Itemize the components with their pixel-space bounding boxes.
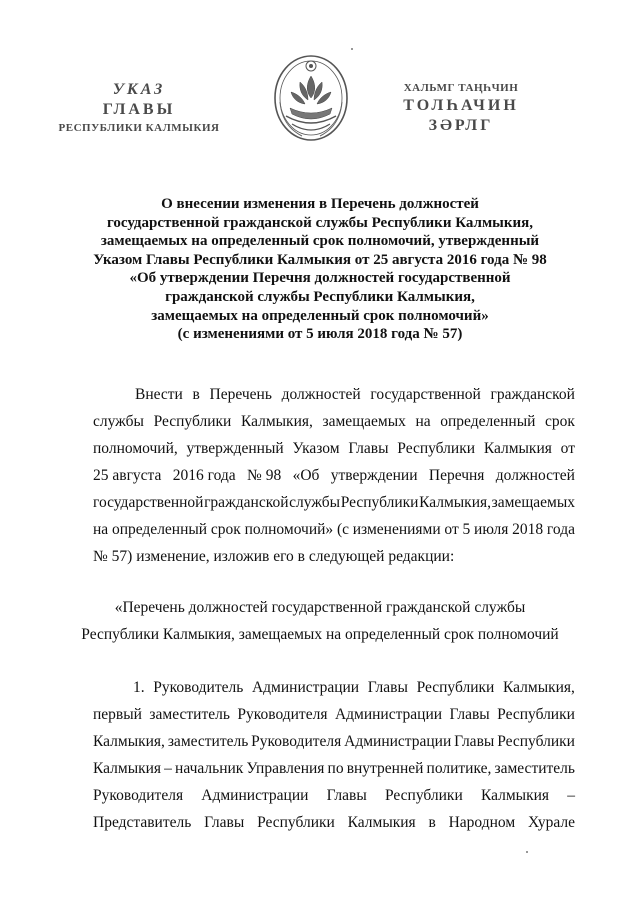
text-line: [93, 701, 575, 728]
title-line: О внесении изменения в Перечень должностей: [161, 196, 479, 212]
header-line: ГЛАВЫ: [102, 101, 176, 118]
text-line: [93, 408, 575, 435]
word: Республики: [257, 814, 335, 831]
title-line: Указом Главы Республики Калмыкия от 25 августа 2016 года № 98: [93, 251, 547, 268]
word: Администрации: [334, 706, 443, 723]
word: Калмыкия,: [503, 679, 575, 696]
word: Главы: [326, 787, 367, 804]
word: Администрации: [201, 787, 309, 804]
word: в: [192, 386, 200, 403]
word: Руководителя: [251, 733, 342, 750]
word: № 98: [247, 467, 282, 484]
word: полномочий,: [93, 440, 178, 457]
word: службы: [93, 413, 144, 430]
text-line: [93, 489, 575, 516]
word: 5: [462, 521, 471, 538]
word: гражданской: [204, 494, 289, 511]
header-line: ТОЛҺАЧИН: [403, 97, 519, 114]
text-line: [93, 782, 575, 809]
word: Перечня: [428, 467, 485, 484]
text-line: [93, 381, 575, 408]
word: определенный: [440, 413, 536, 430]
header-line: ЗӘРЛГ: [428, 117, 494, 134]
word: Народном: [448, 814, 516, 831]
word: начальник: [175, 760, 244, 777]
scan-speck: [526, 851, 528, 853]
word: Калмыкия: [93, 760, 162, 777]
list-item-1: [93, 674, 575, 836]
word: политике,: [426, 760, 492, 777]
word: Калмыкия: [480, 787, 550, 804]
word: гражданской: [490, 386, 575, 403]
word: срок: [210, 521, 241, 538]
header-line: РЕСПУБЛИКИ КАЛМЫКИЯ: [58, 122, 220, 134]
text-line: [93, 543, 575, 570]
text-line: [93, 728, 575, 755]
word: Главы: [204, 814, 245, 831]
decree-body-paragraph: [93, 381, 575, 570]
word: службы: [289, 494, 341, 511]
word: Республики: [416, 679, 495, 696]
word: –: [567, 787, 575, 804]
word: июля: [474, 521, 509, 538]
word: Республики: [397, 440, 476, 457]
word: Управления: [246, 760, 325, 777]
word: 1.: [133, 679, 145, 696]
text-line: [93, 674, 575, 701]
word: № 57) изменение, изложив его в следующей редакции:: [93, 548, 455, 565]
text-line: [93, 755, 575, 782]
word: Указом: [292, 440, 340, 457]
word: Представитель: [93, 814, 192, 831]
word: года: [546, 521, 575, 538]
header-line: ХАЛЬМГ ТАҢҺЧИН: [403, 82, 519, 94]
word: заместитель: [494, 760, 575, 777]
word: Хурале: [527, 814, 575, 831]
word: замещаемых: [322, 413, 406, 430]
text-line: [93, 516, 575, 543]
word: срок: [545, 413, 575, 430]
word: изменениями: [352, 521, 441, 538]
word: Перечень: [209, 386, 272, 403]
word: от: [444, 521, 459, 538]
word: Республики: [497, 706, 575, 723]
list-heading-line: «Перечень должностей государственной гражданской службы: [114, 599, 526, 616]
word: государственной: [93, 494, 204, 511]
word: определенный: [111, 521, 208, 538]
word: Калмыкия: [347, 814, 416, 831]
word: Калмыкия,: [240, 413, 313, 430]
decree-title: [60, 195, 580, 344]
title-line: «Об утверждении Перечня должностей государственной: [129, 270, 511, 287]
decree-header-kalmyk: [386, 80, 536, 136]
word: должностей: [495, 467, 575, 484]
word: на: [93, 521, 109, 538]
word: Главы: [449, 706, 490, 723]
word: Главы: [348, 440, 389, 457]
word: Главы: [454, 733, 495, 750]
word: Республики: [385, 787, 463, 804]
word: Руководителя: [93, 787, 184, 804]
title-line: замещаемых на определенный срок полномочий, утвержденный: [100, 233, 540, 250]
word: государственной: [370, 386, 481, 403]
list-heading: [80, 594, 560, 648]
word: (с: [336, 521, 349, 538]
word: внутренней: [346, 760, 424, 777]
word: 2016 года: [172, 467, 236, 484]
word: заместитель: [149, 706, 230, 723]
title-line: (с изменениями от 5 июля 2018 года № 57): [177, 326, 463, 343]
scan-speck: [351, 48, 353, 50]
list-heading-line: Республики Калмыкия, замещаемых на определенный срок полномочий: [81, 626, 559, 643]
word: –: [164, 760, 172, 777]
text-line: [93, 809, 575, 836]
header-line: УКАЗ: [112, 81, 166, 98]
word: утверждении: [330, 467, 418, 484]
word: заместитель: [167, 733, 249, 750]
word: Калмыкия,: [93, 733, 165, 750]
word: Республики: [153, 413, 232, 430]
word: от: [560, 440, 575, 457]
word: Калмыкия,: [419, 494, 492, 511]
word: первый: [93, 706, 142, 723]
word: Калмыкия: [483, 440, 552, 457]
word: Администрации: [251, 679, 360, 696]
word: Руководитель: [153, 679, 244, 696]
republic-emblem-icon: [272, 52, 350, 144]
text-line: [93, 435, 575, 462]
decree-header-russian: [58, 80, 220, 136]
word: Главы: [367, 679, 408, 696]
word: должностей: [281, 386, 361, 403]
word: Республики: [340, 494, 419, 511]
word: в: [428, 814, 436, 831]
word: на: [415, 413, 431, 430]
word: Республики: [497, 733, 575, 750]
text-line: [93, 462, 575, 489]
word: Администрации: [344, 733, 452, 750]
word: 25 августа: [93, 467, 162, 484]
word: полномочий»: [244, 521, 334, 538]
word: 2018: [512, 521, 544, 538]
word: Руководителя: [237, 706, 328, 723]
title-line: государственной гражданской службы Республики Калмыкия,: [106, 214, 534, 231]
title-line: замещаемых на определенный срок полномочий»: [151, 307, 489, 324]
word: по: [327, 760, 344, 777]
word: Внести: [135, 386, 183, 403]
title-line: гражданской службы Республики Калмыкия,: [165, 288, 475, 305]
word: «Об: [292, 467, 320, 484]
word: утвержденный: [186, 440, 284, 457]
word: замещаемых: [491, 494, 575, 511]
